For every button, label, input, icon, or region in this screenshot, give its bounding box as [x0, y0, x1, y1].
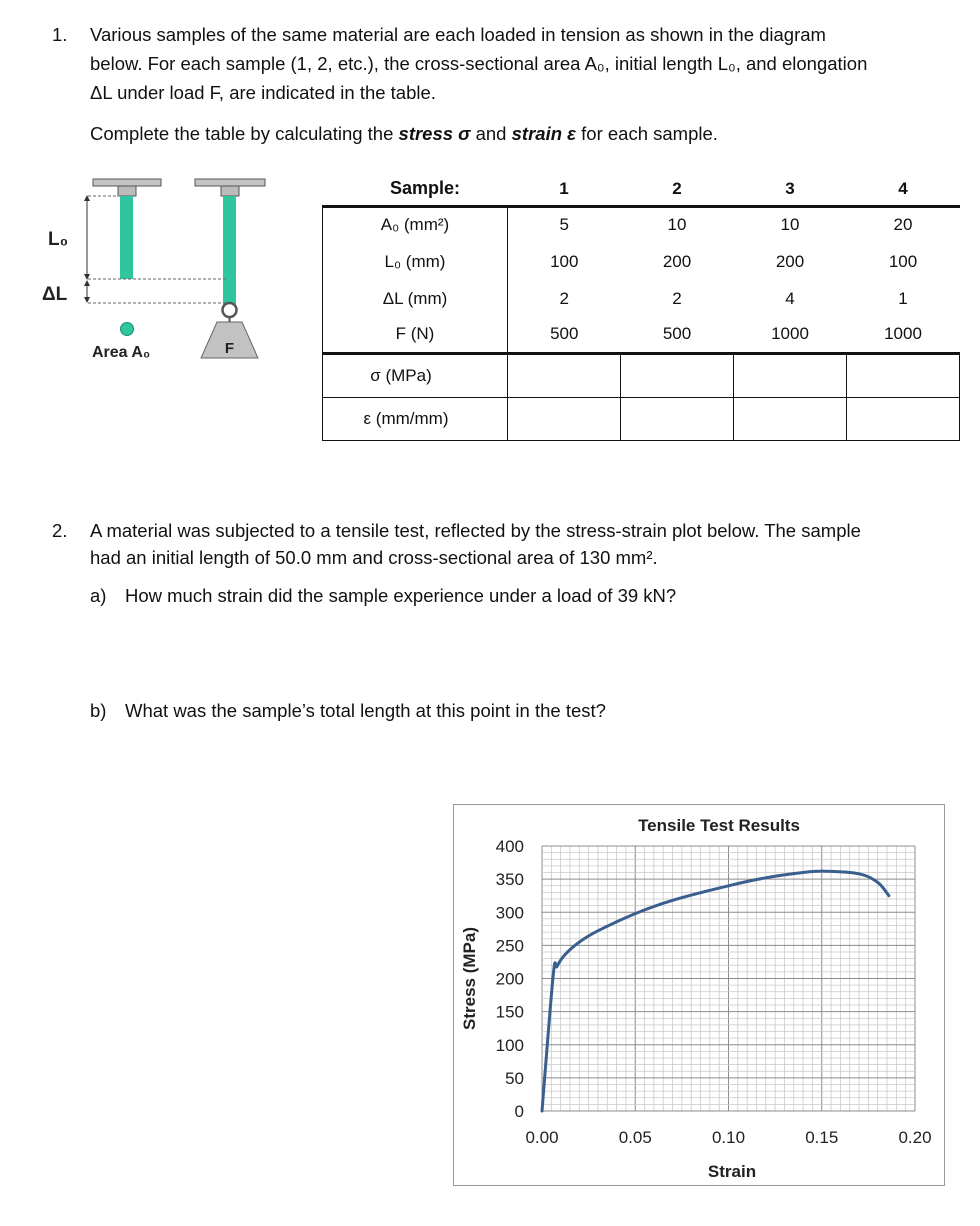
table-row — [323, 206, 960, 243]
cell: 200 — [775, 251, 805, 271]
y-tick-labels — [496, 837, 524, 1121]
cell: 4 — [785, 288, 795, 308]
tension-diagram — [30, 170, 290, 380]
chart-title: Tensile Test Results — [638, 816, 800, 835]
y-tick-label: 350 — [495, 870, 524, 890]
load-hook-ring — [223, 303, 237, 317]
table-row — [323, 243, 960, 280]
cell: 100 — [888, 251, 918, 271]
x-axis-label: Strain — [707, 1162, 757, 1181]
answer-row-stress — [323, 353, 960, 397]
answer-cell[interactable] — [508, 397, 621, 440]
x-tick-label: 0.20 — [898, 1128, 932, 1147]
instr-post: for each sample. — [576, 123, 718, 144]
dl-label: ΔL — [42, 284, 68, 305]
q2a-text: How much strain did the sample experience under a load of 39 kN? — [125, 585, 677, 606]
q2b-text: What was the sample’s total length at this point in the test? — [125, 700, 606, 721]
left-specimen-bar — [120, 196, 133, 279]
right-grip — [221, 186, 239, 196]
q1-text-line1: Various samples of the same material are each loaded in tension as shown in the diagram — [90, 24, 826, 45]
q1-text-line2: below. For each sample (1, 2, etc.), the cross-sectional area A₀, initial length L₀, and elongation — [90, 53, 868, 74]
table-header-row — [323, 173, 960, 206]
y-tick-label: 50 — [505, 1068, 524, 1088]
q2a-label: a) — [90, 585, 107, 606]
area-label: Area A₀ — [92, 344, 151, 361]
y-tick-label: 400 — [495, 837, 524, 856]
q2b-label: b) — [90, 700, 107, 721]
cell: 10 — [667, 215, 687, 235]
y-tick-label: 200 — [495, 969, 524, 989]
left-support-plate — [93, 179, 161, 186]
right-specimen-bar — [223, 196, 236, 305]
sample-table — [322, 173, 960, 441]
q2-number: 2. — [52, 520, 68, 541]
row-label-elongation: ΔL (mm) — [323, 280, 508, 317]
cell: 1000 — [884, 324, 922, 344]
instr-stress: stress σ — [398, 123, 471, 144]
q1-text-line3: ΔL under load F, are indicated in the table. — [90, 82, 436, 103]
y-tick-label: 100 — [495, 1035, 524, 1055]
row-label-area: A₀ (mm²) — [323, 206, 508, 243]
y-tick-label: 150 — [495, 1002, 524, 1022]
cell: 20 — [893, 215, 913, 235]
sample-2-header: 2 — [672, 178, 682, 198]
x-tick-label: 0.15 — [805, 1128, 839, 1147]
y-axis-label: Stress (MPa) — [460, 927, 479, 1030]
y-tick-label: 300 — [495, 903, 524, 923]
answer-cell[interactable] — [621, 397, 734, 440]
table-row — [323, 317, 960, 353]
cell: 10 — [780, 215, 800, 235]
header-label: Sample: — [389, 178, 461, 199]
row-label-strain: ε (mm/mm) — [323, 397, 508, 440]
q1-number: 1. — [52, 24, 68, 45]
x-tick-label: 0.00 — [525, 1128, 559, 1147]
row-label-stress: σ (MPa) — [323, 353, 508, 397]
instr-pre: Complete the table by calculating the — [90, 123, 399, 144]
answer-cell[interactable] — [621, 353, 734, 397]
dl-arrow-top — [84, 280, 90, 286]
answer-cell[interactable] — [734, 353, 847, 397]
answer-row-strain — [323, 397, 960, 440]
answer-cell[interactable] — [847, 353, 960, 397]
x-tick-label: 0.05 — [618, 1128, 652, 1147]
cell: 500 — [550, 324, 579, 344]
answer-cell[interactable] — [847, 397, 960, 440]
answer-cell[interactable] — [734, 397, 847, 440]
sample-3-header: 3 — [785, 178, 795, 198]
series-line — [542, 871, 889, 1111]
right-support-plate — [195, 179, 265, 186]
cell: 1000 — [771, 324, 809, 344]
force-label: F — [224, 340, 235, 357]
cell: 1 — [898, 288, 908, 308]
y-tick-label: 250 — [495, 936, 524, 956]
q2-text-line2: had an initial length of 50.0 mm and cross-sectional area of 130 mm². — [90, 547, 658, 568]
sample-4-header: 4 — [898, 178, 908, 198]
row-label-length: L₀ (mm) — [323, 243, 508, 280]
lo-label: L₀ — [48, 229, 69, 250]
q2-text-line1: A material was subjected to a tensile test, reflected by the stress-strain plot below. The sample — [90, 520, 861, 541]
dl-arrow-bottom — [84, 297, 90, 303]
cell: 2 — [559, 288, 569, 308]
row-label-force: F (N) — [323, 317, 508, 353]
tensile-chart — [453, 804, 945, 1186]
y-tick-label: 0 — [514, 1102, 524, 1121]
x-tick-labels — [525, 1128, 931, 1147]
instr-strain: strain ε — [511, 123, 576, 144]
cell: 200 — [662, 251, 692, 271]
area-dot — [121, 323, 134, 336]
instr-mid: and — [470, 123, 512, 144]
cell: 5 — [559, 215, 569, 235]
cell: 500 — [662, 324, 692, 344]
table-row — [323, 280, 960, 317]
x-tick-label: 0.10 — [711, 1128, 746, 1147]
left-grip — [118, 186, 136, 196]
q1-instruction — [90, 122, 718, 146]
answer-cell[interactable] — [508, 353, 621, 397]
cell: 100 — [550, 251, 579, 271]
cell: 2 — [672, 288, 682, 308]
sample-1-header: 1 — [559, 178, 569, 198]
